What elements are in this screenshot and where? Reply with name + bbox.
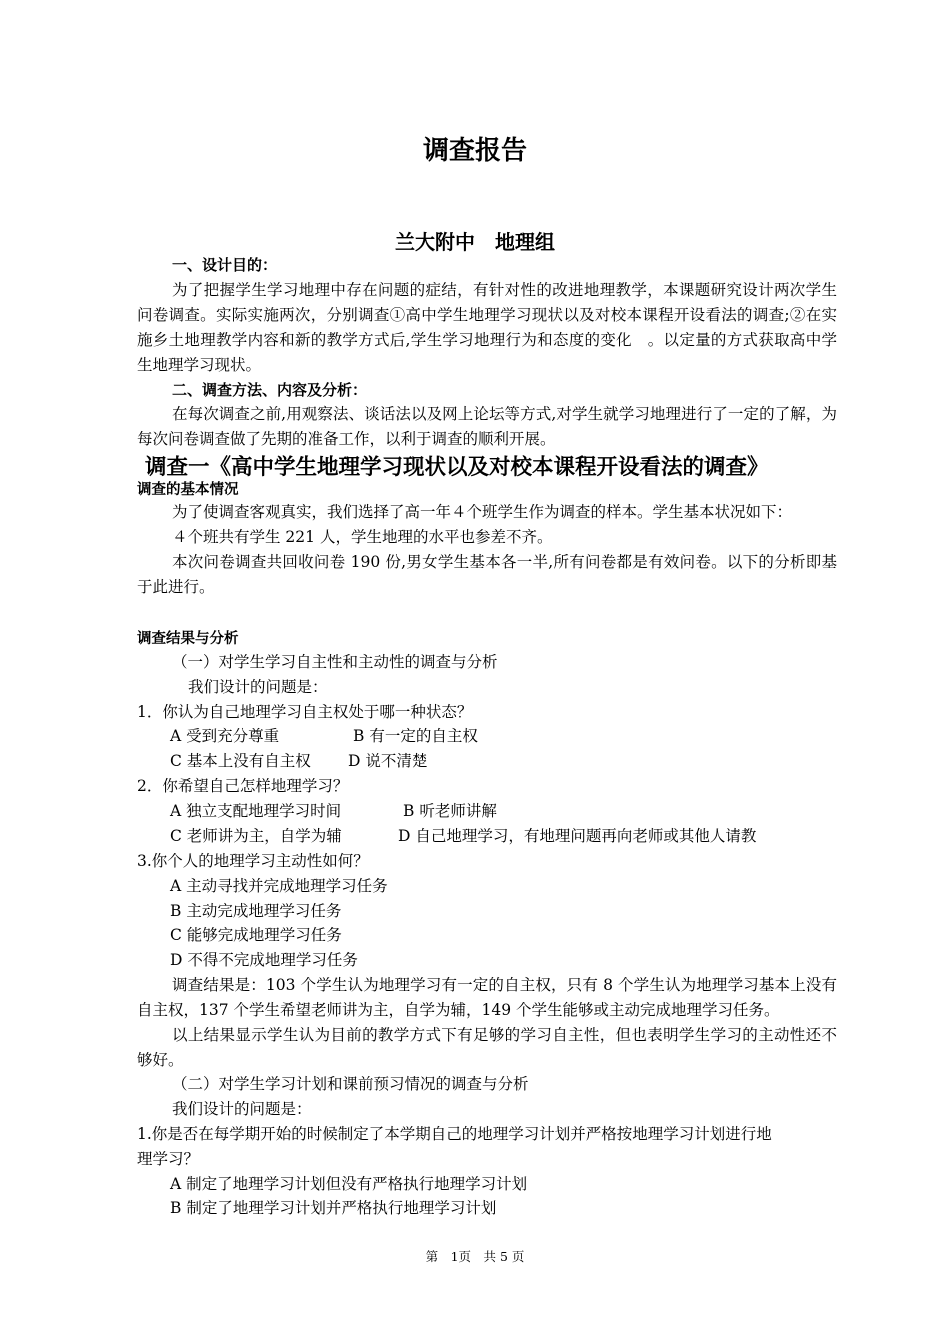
page-footer: 第 1页 共 5 页 (425, 1249, 525, 1264)
part-two-title: （二）对学生学习计划和课前预习情况的调查与分析 (172, 1075, 529, 1093)
question-2-option-c: C 老师讲为主，自学为辅 (170, 827, 342, 845)
question-2: 2．你希望自己怎样地理学习？ (137, 777, 349, 795)
part-two-question-1-option-b: B 制定了地理学习计划并严格执行地理学习计划 (170, 1199, 497, 1217)
document-subtitle: 兰大附中 地理组 (395, 230, 555, 254)
question-1-option-a: A 受到充分尊重 (170, 727, 280, 745)
purpose-paragraph: 为了把握学生学习地理中存在问题的症结，有针对性的改进地理教学，本课题研究设计两次学生问卷调查。实际实施两次，分别调查①高中学生地理学习现状以及对校本课程开设看法的调查;②在实施乡土地理教学内容和新的教学方式后,学生学习地理行为和态度的变化 。以定量的方式获取高中学生地理学习现状。 (137, 281, 837, 374)
part-one-intro: 我们设计的问题是： (188, 678, 328, 696)
question-3-option-b: B 主动完成地理学习任务 (170, 902, 342, 920)
basic-info-paragraph-1: 为了使调查客观真实，我们选择了高一年４个班学生作为调查的样本。学生基本状况如下： (172, 503, 793, 521)
result-paragraph-1: 调查结果是：103 个学生认为地理学习有一定的自主权，只有 8 个学生认为地理学习基本上没有自主权，137 个学生希望老师讲为主，自学为辅，149 个学生能够或主动完成地理学习任务。 (137, 976, 837, 1019)
part-two-question-1-option-a: A 制定了地理学习计划但没有严格执行地理学习计划 (170, 1175, 528, 1193)
question-3-option-d: D 不得不完成地理学习任务 (170, 951, 358, 969)
results-heading: 调查结果与分析 (137, 631, 239, 647)
section-heading-purpose: 一、设计目的： (172, 256, 278, 274)
question-1-option-b: B 有一定的自主权 (353, 727, 478, 745)
question-1: 1．你认为自己地理学习自主权处于哪一种状态？ (137, 703, 473, 721)
result-paragraph-2: 以上结果显示学生认为目前的教学方式下有足够的学习自主性，但也表明学生学习的主动性还不够好。 (137, 1026, 837, 1069)
question-2-option-b: B 听老师讲解 (403, 802, 497, 820)
document-title: 调查报告 (422, 136, 527, 166)
question-2-option-a: A 独立支配地理学习时间 (170, 802, 342, 820)
method-paragraph: 在每次调查之前,用观察法、谈话法以及网上论坛等方式,对学生就学习地理进行了一定的了解，为每次问卷调查做了先期的准备工作，以利于调查的顺利开展。 (137, 405, 837, 448)
section-heading-method: 二、调查方法、内容及分析： (172, 381, 368, 399)
question-1-option-c: C 基本上没有自主权 (170, 752, 311, 770)
basic-info-paragraph-3: 本次问卷调查共回收问卷 190 份,男女学生基本各一半,所有问卷都是有效问卷。以下的分析即基于此进行。 (137, 553, 837, 596)
question-3-option-a: A 主动寻找并完成地理学习任务 (170, 877, 388, 895)
part-two-question-1-line-1: 1.你是否在每学期开始的时候制定了本学期自己的地理学习计划并严格按地理学习计划进行地 (137, 1125, 772, 1143)
survey-one-title: 调查一《高中学生地理学习现状以及对校本课程开设看法的调查》 (145, 455, 769, 480)
basic-info-heading: 调查的基本情况 (137, 482, 239, 498)
question-2-option-d: D 自己地理学习，有地理问题再向老师或其他人请教 (398, 827, 757, 845)
question-1-option-d: D 说不清楚 (348, 752, 428, 770)
question-3: 3.你个人的地理学习主动性如何？ (137, 852, 369, 870)
part-two-question-1-line-2: 理学习？ (137, 1150, 200, 1168)
basic-info-paragraph-2: ４个班共有学生 221 人，学生地理的水平也参差不齐。 (172, 528, 553, 546)
part-one-title: （一）对学生学习自主性和主动性的调查与分析 (172, 653, 498, 671)
question-3-option-c: C 能够完成地理学习任务 (170, 926, 342, 944)
part-two-intro: 我们设计的问题是： (172, 1100, 312, 1118)
